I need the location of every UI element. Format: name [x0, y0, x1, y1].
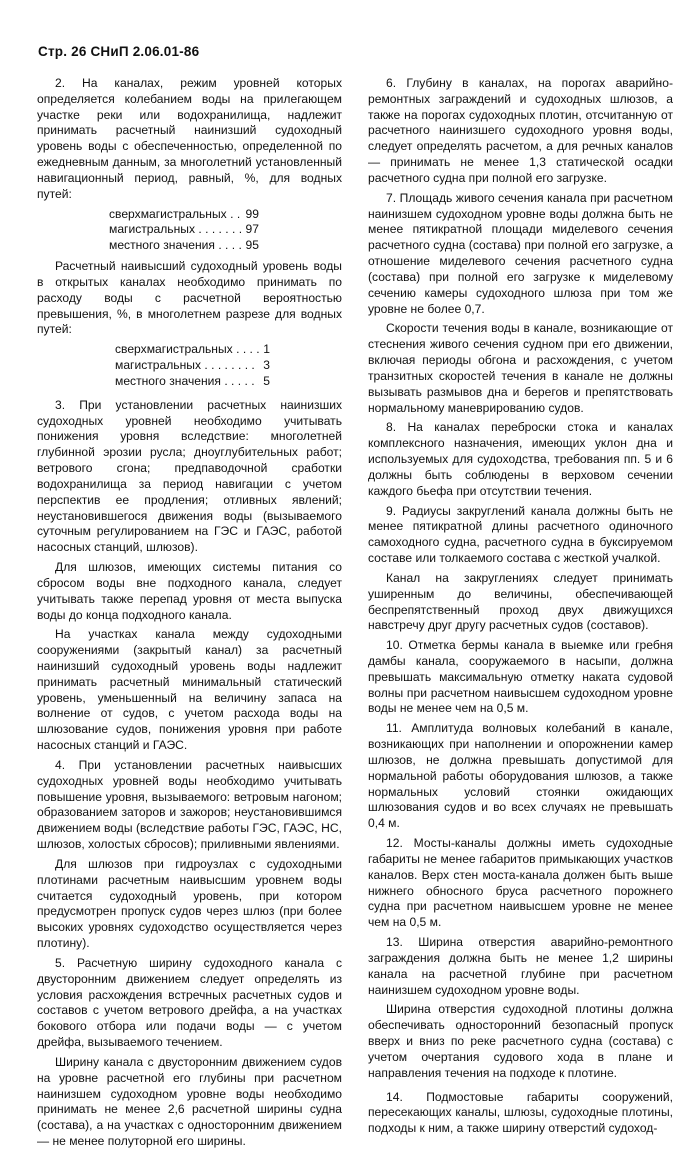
- list-item: магистральных . . . 97: [109, 222, 259, 238]
- paragraph-4: 4. При установлении расчетных наивысших судоходных уровней воды необходимо учитывать повышение уровня, вызываемого: ветровым нагоном; образованием заторов и зажоров; неустановившимся движением воды (вследствие работы ГЭС, ГАЭС, НС, шлюзов, холостых сбросов); приливными явлениями.: [37, 757, 342, 852]
- page-header: Стр. 26 СНиП 2.06.01-86: [38, 44, 200, 59]
- list-item: местного значения . . . 5: [115, 374, 270, 390]
- exceedance-list-high: [115, 342, 342, 389]
- right-column: [368, 76, 673, 1141]
- paragraph-13: 13. Ширина отверстия аварийно-ремонтного заграждения должна быть не менее 1,2 ширины канала на расчетной глубине при расчетном наинизшем судоходном уровне воды.: [368, 935, 673, 997]
- paragraph-3-closed-canal: На участках канала между судоходными сооружениями (закрытый канал) за расчетный наинизший судоходный уровень воды надлежит принимать расчетный минимальный статический уровень, уменьшенный на величину запаса на волнение от судов, с учетом расхода воды на шлюзование судов, понижения уровня при работе насосных станций и ГАЭС.: [37, 627, 342, 753]
- paragraph-9-curves: Канал на закруглениях следует принимать уширенным до величины, обеспечивающей беспрепятственный проход двух движущихся навстречу друг другу расчетных судов (составов).: [368, 570, 673, 633]
- list-item: сверхмагистральных . . . 1: [115, 342, 270, 358]
- paragraph-2-continued: Расчетный наивысший судоходный уровень воды в открытых каналах необходимо принимать по расходу воды с расчетной вероятностью превышения, %, в многолетнем разрезе для водных путей:: [37, 259, 342, 337]
- list-item: магистральных . . . 3: [115, 358, 270, 374]
- paragraph-8: 8. На каналах переброски стока и каналах комплексного назначения, имеющих уклон дна и используемых для судоходства, требования пп. 5 и 6 должны быть соблюдены в верховом сечении каждого бьефа при отсутствии течения.: [368, 420, 673, 498]
- left-column: [37, 76, 342, 1154]
- paragraph-7-velocity: Скорости течения воды в канале, возникающие от стеснения живого сечения судном при его движении, включая периоды обгона и расхождения, с учетом транзитных скоростей течения в канале не должны вызывать размывов дна и берегов и препятствовать нормальному маневрированию судов.: [368, 321, 673, 415]
- paragraph-13-dam: Ширина отверстия судоходной плотины должна обеспечивать односторонний безопасный пропуск вверх и вниз по реке расчетного судна (состава) с учетом очертания судового хода в плане и направления течения на подходе к плотине.: [368, 1002, 673, 1080]
- paragraph-11: 11. Амплитуда волновых колебаний в канале, возникающих при наполнении и опорожнении камер шлюзов, не должна превышать допустимой для нормальной работы оборудования шлюзов, а также нормальных условий стоянки ожидающих шлюзования судов и во всех случаях не превышать 0,4 м.: [368, 721, 673, 831]
- paragraph-10: 10. Отметка бермы канала в выемке или гребня дамбы канала, сооружаемого в насыпи, должна превышать максимальную отметку наката судовой волны при расчетном наивысшем судоходном уровне воды не менее чем на 0,5 м.: [368, 638, 673, 716]
- exceedance-list-low: [109, 207, 342, 254]
- paragraph-6: 6. Глубину в каналах, на порогах аварийно-ремонтных заграждений и судоходных шлюзов, а также на порогах судоходных плотин, отсчитанную от расчетного наинизшего судоходного уровня воды, следует определять расчетом, а для речных каналов — принимать не менее 1,3 статической осадки расчетного судна при полной его загрузке.: [368, 76, 673, 185]
- paragraph-2: 2. На каналах, режим уровней которых определяется колебанием воды на прилегающем участке реки или водохранилища, надлежит принимать расчетный наинизший судоходный уровень воды с обеспеченностью, определенной по ежедневным данным, за многолетний установленный навигационный период, равный, %, для водных путей:: [37, 76, 342, 201]
- paragraph-7: 7. Площадь живого сечения канала при расчетном наинизшем судоходном уровне воды должна быть не менее пятикратной площади миделевого сечения расчетного судна (состава) при полной его загрузке, а отношение миделевого сечения расчетного судна (состава) при полной его загрузке к миделевому сечению камеры судоходного шлюза при том же уровне не более 0,7.: [368, 190, 673, 316]
- paragraph-4-locks: Для шлюзов при гидроузлах с судоходными плотинами расчетным наивысшим уровнем воды считается судоходный уровень, при котором предусмотрен пропуск судов через шлюз (при более высоких уровнях судоходство осуществляется через плотину).: [37, 856, 342, 951]
- paragraph-5-width: Ширину канала с двусторонним движением судов на уровне расчетной его глубины при расчетном наинизшем судоходном уровне воды необходимо принимать не менее 2,6 расчетной ширины судна (состава), а на участках с односторонним движением — не менее полуторной его ширины.: [37, 1054, 342, 1148]
- paragraph-9: 9. Радиусы закруглений канала должны быть не менее пятикратной длины расчетного одиночного самоходного судна, расчетного судна в буксируемом составе или толкаемого состава с жесткой учалкой.: [368, 503, 673, 566]
- paragraph-3: 3. При установлении расчетных наинизших судоходных уровней необходимо учитывать понижения уровня вследствие: многолетней глубинной эрозии русла; дноуглубительных работ; ветрового сгона; предпаводочной сработки водохранилища за период навигации с учетом перспектив ее продления; отливных явлений; неустановившегося движения воды (вызываемого суточным регулированием на ГЭС и ГАЭС, работой насосных станций, шлюзов).: [37, 397, 342, 555]
- paragraph-12: 12. Мосты-каналы должны иметь судоходные габариты не менее габаритов примыкающих участков каналов. Верх стен моста-канала должен быть выше нижнего обносного бруса расчетного порожнего судна при расчетном наивысшем уровне не менее чем на 0,5 м.: [368, 836, 673, 930]
- paragraph-5: 5. Расчетную ширину судоходного канала с двусторонним движением следует определять из условия расхождения встречных расчетных судов и составов с учетом ветрового дрейфа, а на участках бокового отбора или подачи воды — с учетом дрейфа, вызываемого течением.: [37, 955, 342, 1050]
- paragraph-3-locks: Для шлюзов, имеющих системы питания со сбросом воды вне подходного канала, следует учитывать также перепад уровня от места выпуска воды до конца подходного канала.: [37, 560, 342, 622]
- list-item: местного значения . . . 95: [109, 238, 259, 254]
- paragraph-14: 14. Подмостовые габариты сооружений, пересекающих каналы, шлюзы, судоходные плотины, подходы к ним, а также ширину отверстий судоход-: [368, 1089, 673, 1136]
- list-item: сверхмагистральных . . . 99: [109, 207, 259, 223]
